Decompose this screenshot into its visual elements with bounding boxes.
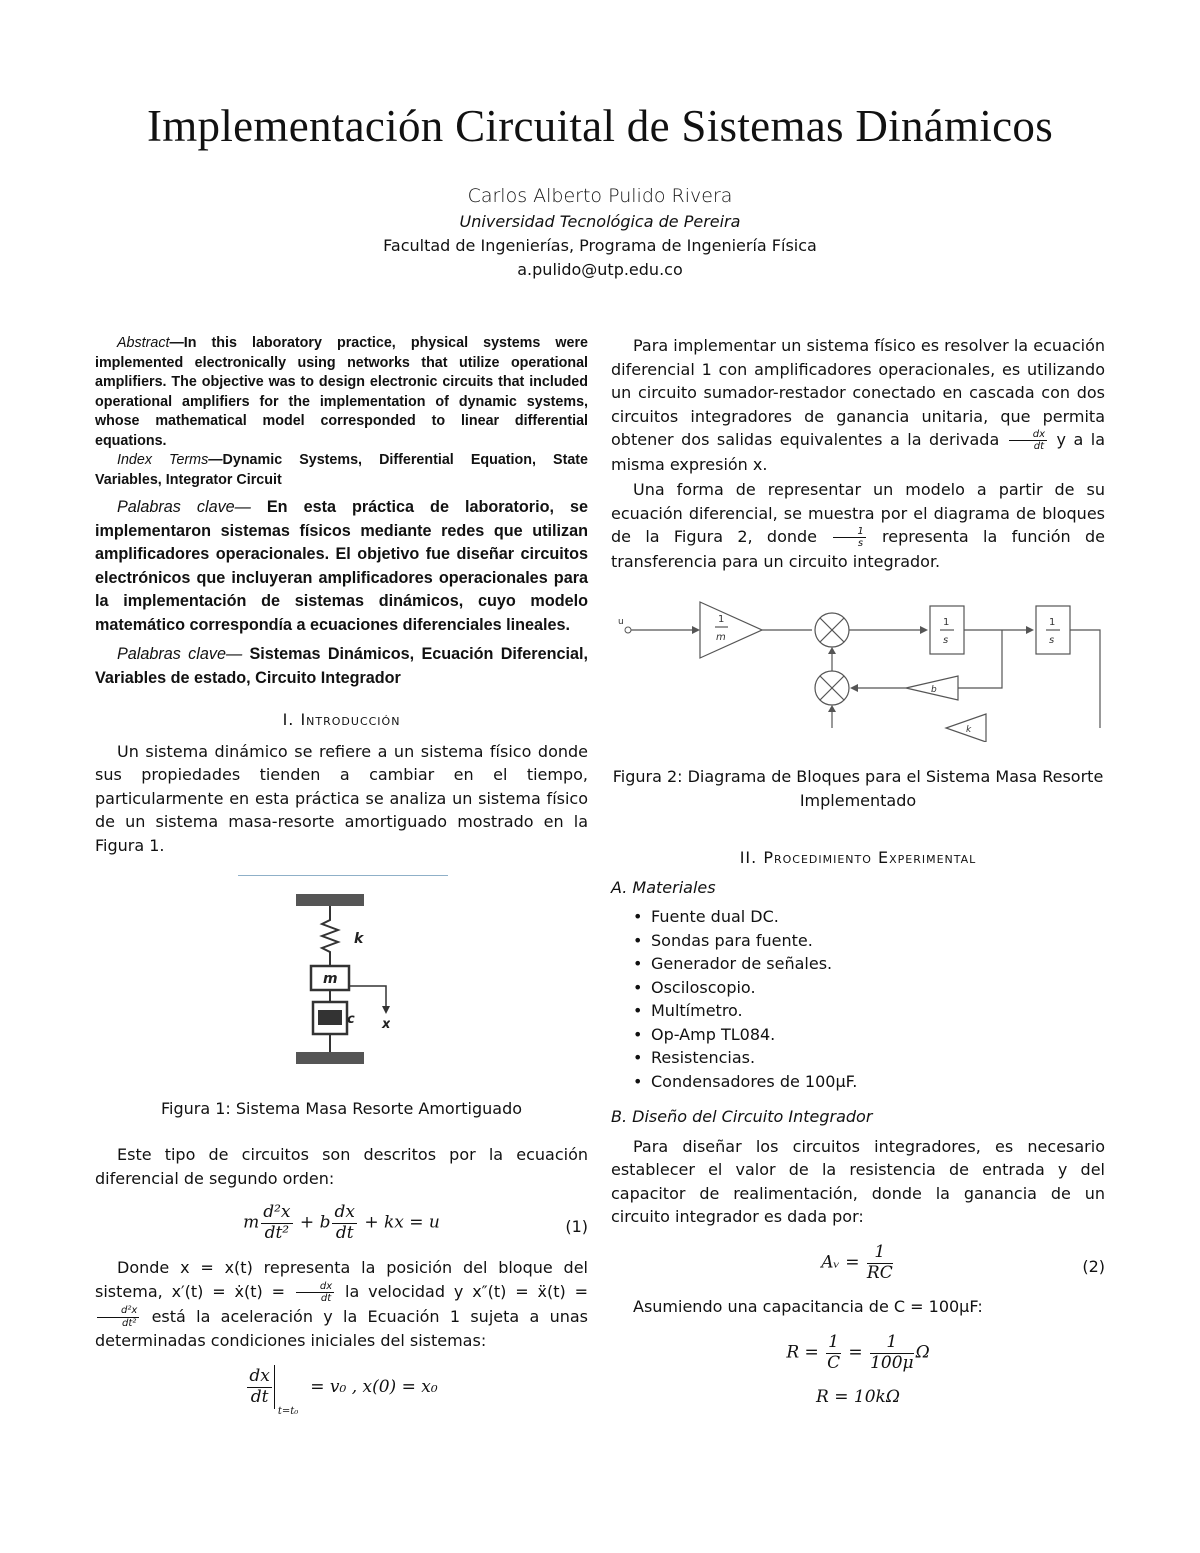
faculty: Facultad de Ingenierías, Programa de Ingeniería Física — [383, 236, 817, 255]
gain-1-over-m-block — [700, 602, 762, 658]
abstract — [95, 334, 588, 451]
arrow-icon — [828, 647, 836, 654]
ceiling — [296, 894, 364, 906]
displacement-line — [349, 986, 386, 1008]
ic-evaluation-bar — [274, 1365, 299, 1417]
eq1-number: (1) — [565, 1217, 588, 1236]
intro-paragraph: Un sistema dinámico se refiere a un sistema físico donde sus propiedades tienden a cambiar en el tiempo, particularmente en esta práctica se analiza un sistema físico de un sistema masa-resorte amortiguado mostrado en la Figura 1. — [95, 741, 588, 855]
p3-velocity-frac — [296, 1281, 334, 1305]
mass-spring-figure — [280, 886, 390, 1086]
index-terms-label: Index Terms — [117, 452, 209, 468]
ic-num: dx — [249, 1365, 270, 1386]
capacitance-text: Asumiendo una capacitancia de C = 100μF: — [633, 1297, 983, 1316]
author-name: Carlos Alberto Pulido Rivera — [467, 185, 733, 207]
p3-f2-num: d²x — [97, 1305, 139, 1318]
arrow-icon — [850, 684, 858, 692]
p3-f2-den: dt² — [122, 1317, 137, 1329]
list-item: • Fuente dual DC. — [611, 905, 1105, 929]
spring-label: k — [354, 931, 364, 947]
p3-part-c: está la aceleración y la Ecuación 1 sujeta a unas determinadas condiciones iniciales del sistemas: — [95, 1306, 588, 1350]
subsection-integrator-design: B. Diseño del Circuito Integrador — [611, 1107, 873, 1126]
paper-title: Implementación Circuital de Sistemas Dinámicos — [146, 101, 1054, 151]
arrow-icon — [692, 626, 700, 634]
subsection-materials: A. Materiales — [611, 877, 716, 897]
section-heading-intro: I. Introducción — [282, 710, 401, 729]
int1-den: s — [943, 635, 949, 646]
figure2-caption: Figura 2: Diagrama de Bloques para el Sistema Masa Resorte Implementado — [612, 767, 1104, 810]
eq3-lhs: R = — [786, 1342, 825, 1363]
equation-3 — [611, 1333, 1105, 1373]
eq1-rest: + kx = u — [358, 1212, 440, 1233]
rc-p1-b: y a la misma expresión x. — [611, 430, 1105, 474]
input-label: u — [618, 617, 624, 627]
p3-f1-den: dt — [320, 1293, 332, 1304]
definition-paragraph — [95, 1256, 588, 1353]
eq3-unit: Ω — [915, 1342, 930, 1363]
rc-p2-b: representa la función de transferencia para un circuito integrador. — [611, 527, 1106, 571]
mass-label: m — [323, 971, 338, 987]
int2-den: s — [1049, 635, 1055, 646]
abstract-label: Abstract — [117, 335, 170, 351]
damper-piston — [318, 1010, 342, 1025]
eq3-frac2 — [870, 1333, 914, 1373]
eq2-fraction — [867, 1243, 893, 1283]
keywords-label: Palabras clave— — [117, 645, 243, 663]
abstract-text: —In this laboratory practice, physical systems were implemented electronically using networks that utilize operational amplifiers. The objective was to design electronic circuits that included operational amplifiers for the implementation of dynamic systems, whose mathematical model corresponded to linear differential equations. — [95, 335, 588, 449]
gain-m-num: 1 — [718, 614, 725, 625]
block-diagram-figure — [612, 592, 1104, 742]
figure1-caption: Figura 1: Sistema Masa Resorte Amortiguado — [160, 1099, 523, 1118]
damper-label: c — [347, 1012, 355, 1027]
rc-p2-frac — [833, 526, 865, 550]
eq3-num1: 1 — [828, 1332, 839, 1352]
eq1-den1: dt² — [264, 1222, 290, 1243]
p3-part-b: la velocidad y x″(t) = ẍ(t) = — [336, 1282, 589, 1301]
capacitance-paragraph — [611, 1295, 1105, 1319]
position-definition — [95, 1256, 588, 1353]
equation-4: R = 10kΩ — [816, 1387, 900, 1407]
initial-conditions-equation — [95, 1365, 588, 1417]
wire-output-feedback — [1070, 630, 1100, 728]
index-terms — [95, 451, 588, 490]
p3-accel-frac — [97, 1305, 139, 1329]
integrator-design-paragraph: Para diseñar los circuitos integradores, es necesario establecer el valor de la resistencia de entrada y del capacitor de realimentación, donde la ganancia de un circuito integrador es dada por: — [611, 1136, 1105, 1226]
section-heading-procedure: II. Procedimiento Experimental — [739, 848, 977, 867]
eq2-den: RC — [866, 1262, 893, 1283]
rc-p1-frac — [1009, 429, 1047, 453]
resumen — [95, 496, 588, 637]
int2-num: 1 — [1049, 617, 1056, 628]
eq3-frac1 — [826, 1333, 841, 1373]
input-node — [625, 627, 631, 633]
left-column — [95, 334, 588, 857]
resumen-label: Palabras clave— — [117, 498, 251, 516]
affiliation: Universidad Tecnológica de Pereira — [459, 212, 741, 231]
list-item: • Sondas para fuente. — [611, 929, 1105, 953]
eq2-num: 1 — [867, 1243, 893, 1264]
ic-rest: = v₀ , x(0) = x₀ — [304, 1376, 438, 1397]
equation-1 — [95, 1203, 588, 1253]
eq2-number: (2) — [1082, 1257, 1105, 1276]
keywords-text: Sistemas Dinámicos, Ecuación Diferencial, Variables de estado, Circuito Integrador — [95, 645, 588, 687]
index-terms-text: —Dynamic Systems, Differential Equation, State Variables, Integrator Circuit — [95, 452, 589, 488]
eq3-den2: 100μ — [870, 1352, 914, 1373]
right-column — [611, 334, 1105, 573]
rc-p2-a: Una forma de representar un modelo a partir de su ecuación diferencial, se muestra por el diagrama de bloques de la Figura 2, donde — [611, 480, 1105, 546]
rc-p1-a: Para implementar un sistema físico es resolver la ecuación diferencial 1 con amplificadores operacionales, es utilizando un circuito sumador-restador conectado en cascada con dos circuitos integradores de ganancia unitaria, que permita obtener dos salidas equivalentes a la derivada — [611, 336, 1105, 449]
list-item: • Op-Amp TL084. — [611, 1023, 1105, 1047]
list-item: • Resistencias. — [611, 1046, 1105, 1070]
eq3-num2: 1 — [870, 1333, 914, 1354]
rc-p1-num: dx — [1009, 429, 1047, 442]
displacement-label: x — [382, 1017, 390, 1032]
rc-p2-den: s — [857, 538, 864, 549]
keywords — [95, 643, 588, 690]
arrow-icon — [828, 705, 836, 712]
spring-icon — [322, 906, 338, 966]
gain-m-den: m — [716, 632, 726, 643]
email-link[interactable]: a.pulido@utp.edu.co — [517, 260, 683, 279]
eq1-plus-b: + b — [294, 1212, 331, 1233]
gain-k-label: k — [966, 725, 972, 735]
arrow-icon — [1026, 626, 1034, 634]
rc-p1-den: dt — [1033, 441, 1044, 452]
left-column-lower — [95, 1143, 588, 1190]
eq3-equals: = — [843, 1342, 869, 1363]
equation-2 — [611, 1243, 1105, 1283]
displacement-arrow-icon — [382, 1006, 390, 1014]
p3-f1-num: dx — [296, 1281, 334, 1294]
eq1-second-derivative — [261, 1203, 292, 1243]
floor — [296, 1052, 364, 1064]
list-item: • Osciloscopio. — [611, 976, 1105, 1000]
gain-b-label: b — [931, 685, 937, 695]
eq-intro-paragraph: Este tipo de circuitos son descritos por la ecuación diferencial de segundo orden: — [95, 1145, 588, 1188]
figure-top-rule — [238, 875, 448, 876]
ic-subscript: t=t₀ — [277, 1406, 299, 1417]
resumen-text: En esta práctica de laboratorio, se implementaron sistemas físicos mediante redes que utilizan amplificadores operacionales. El objetivo fue diseñar circuitos electrónicos que incluyeran amplificadores operacionales para la implementación de sistemas dinámicos, cuyo modelo matemático correspondía a ecuaciones diferenciales lineales. — [95, 498, 588, 634]
materials-list — [611, 905, 1105, 1093]
eq1-num1: d²x — [263, 1202, 291, 1222]
eq3-den1: C — [827, 1352, 841, 1373]
eq2-lhs: Aᵥ = — [821, 1252, 865, 1273]
p3-part-a: Donde x = x(t) representa la posición del bloque del sistema, x′(t) = ẋ(t) = — [95, 1258, 588, 1301]
section2 — [611, 846, 1105, 1229]
ic-derivative — [247, 1367, 271, 1407]
eq1-first-derivative — [332, 1203, 356, 1243]
list-item: • Condensadores de 100μF. — [611, 1070, 1105, 1094]
ic-den: dt — [250, 1386, 269, 1407]
list-item: • Multímetro. — [611, 999, 1105, 1023]
eq1-mass: m — [243, 1212, 260, 1233]
list-item: • Generador de señales. — [611, 952, 1105, 976]
arrow-icon — [920, 626, 928, 634]
int1-num: 1 — [943, 617, 950, 628]
block-diagram-paragraph — [611, 478, 1105, 573]
eq1-num2: dx — [334, 1202, 355, 1222]
implementation-paragraph — [611, 334, 1105, 476]
eq1-den2: dt — [335, 1222, 354, 1243]
rc-p2-num: 1 — [833, 526, 865, 539]
